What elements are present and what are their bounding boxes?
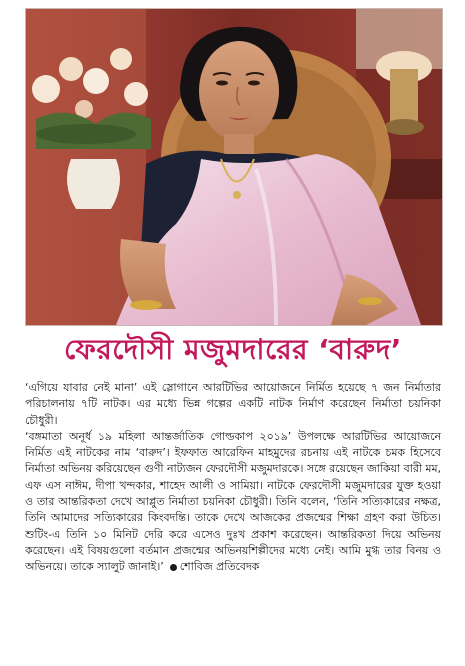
headline: ফেরদৌসী মজুমদারের ‘বারুদ’ xyxy=(64,332,402,366)
article-photo xyxy=(25,8,443,326)
byline xyxy=(164,560,260,573)
portrait-illustration xyxy=(26,9,442,325)
byline-text: শোবিজ প্রতিবেদক xyxy=(179,560,260,574)
article-body xyxy=(25,380,441,660)
article-paragraph: ‘এগিয়ে যাবার নেই মানা’ এই স্লোগানে আরটিভির আয়োজনে নির্মিত হয়েছে ৭ জন নির্মাতার পরিচালনায় ৭টি নাটক। এর মধ্যে ভিন্ন গল্পের একটি নাটক নির্মাণ করেছেন নির্মাতা চয়নিকা চৌধুরী। xyxy=(25,381,441,427)
article-paragraph-with-byline xyxy=(25,429,441,576)
article-paragraph-text: ‘বঙ্গমাতা অনূর্ধ ১৯ মহিলা আন্তর্জাতিক গোল্ডকাপ ২০১৯’ উপলক্ষে আরটিভির আয়োজনে নির্মিত এই নাটকের নাম ‘বারুদ’। ইফফাত আরেফিন মাহমুদের রচনায় এই নাটকে চমক হিসেবে নির্মাতা অভিনয় করিয়েছেন গুণী নাট্যজন ফেরদৌসী মজুমদারকে। সঙ্গে রয়েছেন জাকিয়া বারী মম, এফ এস নাঈম, দীপা খন্দকার, শাহেদ আলী ও সামিয়া। নাটকে ফেরদৌসী মজুমদারের যুক্ত হওয়া ও তার আন্তরিকতা দেখে আপ্লুত নির্মাতা চয়নিকা চৌধুরী। তিনি বলেন, ‘তিনি সত্যিকারের নক্ষত্র, তিনি আমাদের সত্যিকারের কিংবদন্তি। তাকে দেখে আজকের প্রজন্মের শিক্ষা গ্রহণ করা উচিত। শুটিং-এ তিনি ১০ মিনিট দেরি করে এসেও দুঃখ প্রকাশ করেছেন। আন্তরিকতা দিয়ে অভিনয় করেছেন। এই বিষয়গুলো বর্তমান প্রজন্মের অভিনয়শিল্পীদের মধ্যে নেই। আমি মুগ্ধ তার বিনয় ও অভিনয়ে। তাকে স্যালুট জানাই।’ xyxy=(25,429,441,574)
bullet-icon xyxy=(170,564,177,571)
